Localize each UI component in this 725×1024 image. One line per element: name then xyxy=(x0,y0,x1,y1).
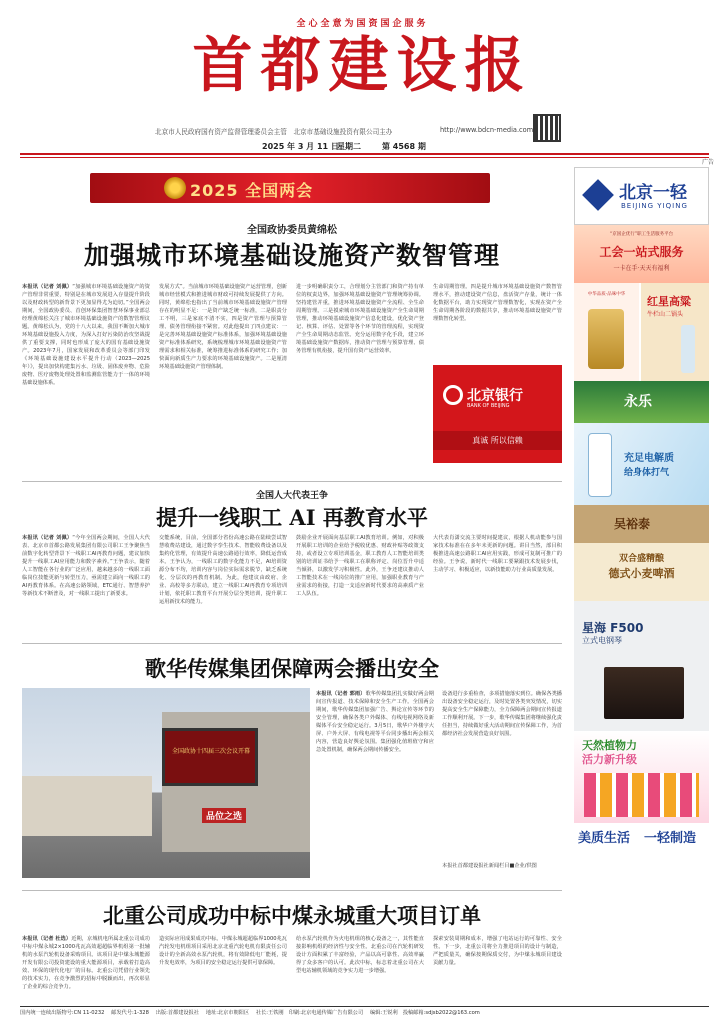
article3-divider xyxy=(22,890,562,891)
erguotou-sub: 牛栏山二锅头 xyxy=(647,311,684,318)
qr-code xyxy=(533,114,561,142)
article1-col2: 发展方式”。当前城市环境基础设施资产运营管理，创新城市经营模式和推进城市财政可持续发展提供了方向。同时，黄绵松也指出了当前城市环境基础设施资产管理存在的明显不足：一是资产缺乏统一标准，二是职责分工不明，三是家底不清不实，四是资产管理与预算管理、债务管理衔接不紧密。对此他提出了四点建议：一是完善环境基础设施资产标准体系，加强环境基础设施资产标准体系研究，系统梳理城市环境基础设施资产管理需求和相关标准，统筹推进标准体系的研究工作；加快面向新质生产力要求的环境基础设施资产。二是厘清环境基础设施资产管理体制。 xyxy=(159,284,287,370)
article1-divider xyxy=(22,481,562,482)
article3-col1 xyxy=(316,690,434,880)
ad-column xyxy=(574,167,709,997)
drink-bottles xyxy=(584,773,699,817)
article2-kicker: 全国人大代表王争 xyxy=(255,491,328,501)
ad-erguotou[interactable] xyxy=(641,283,709,381)
noodles-title: 双合盛精酿 xyxy=(618,554,664,564)
article3-byline: 本报讯（记者 郭雨） xyxy=(316,691,366,697)
ad-tag: 广告 xyxy=(702,159,715,166)
shopping-title: “京国企优行”职工生活服务平台 xyxy=(609,232,674,237)
article4-col1 xyxy=(22,935,150,995)
bank-name-en: BANK OF BEIJING xyxy=(467,403,510,409)
ad-yongle[interactable] xyxy=(574,381,709,423)
article1-col1-text: “加强城市环境基础设施资产的资产管理非常重要，特别是在城市发展进入存量提升阶段以及财政转型的新背景下更加显得尤为迫切。”全国两会期间，全国政协委员、首创环保集团智慧环保事业部总经理黄绵松关注了城市环境基础设施资产的数智管理议题。黄绵松认为，党的十八大以来，我国不断加大城市环境基础设施投入力度，为深入打好污染防治攻坚战提供了重要支撑，同时也形成了庞大的国有基础设施资产。2023年7月，国家发展和改革委员会等部门印发《环境基础设施建设水平提升行动（2023—2025年）》，提出加快构建集污水、垃圾、固体废弃物、危险废物、医疗废物处理处置和监测监管能力于一体的环境基础设施体系。 xyxy=(22,284,150,386)
masthead-title: 首都建设报 xyxy=(192,31,533,101)
ad-piano[interactable] xyxy=(574,601,709,731)
article2-col4: 大代表肖潇交流主要时间提建议，根据人机动能参与国家技术标准在在多年未更新的问题。讲目当然，部目积极推进高速公路职工AI应用实践，形成可复制可推广的经验。王争说，新时代一线职工要紧跟技术发展步伐，主动学习、积极适应，以新技能助力行业高质量发展。 xyxy=(433,535,562,573)
masthead xyxy=(0,0,725,175)
footer-post: 邮发代号:1-328 xyxy=(111,1010,149,1016)
article4-col1-text: 近期，京城机电所属北重公司成功中标中煤永城2×1000兆瓦高效超超临界机组第一批辅机的水泵汽轮机设备采购项目。该项目是中煤永城能源开发有限公司投资建设的重大能源项目，承载着打造高效、环保的现代化电厂的目标。北重公司凭借行业领先的技术实力，在竞争激烈的招标中脱颖而出，再次彰显了企业的综合竞争力。 xyxy=(22,936,150,990)
masthead-weekday: 星期二 xyxy=(337,142,361,151)
article4-col3: 给水泵汽轮机作为火电机组的核心设备之一，其性能直接影响机组的经济性与安全性。北重公司在汽轮机研发设计方面积累了丰富经验，产品以高可靠性、高效率赢得了众多客户的认可。此次中标，标志着北重公司在大型电站辅机领域的竞争实力进一步增强。 xyxy=(296,936,424,974)
piano-type: 立式电钢琴 xyxy=(582,636,622,645)
bank-ad[interactable] xyxy=(433,365,562,463)
piano-model: 星海 F500 xyxy=(582,621,644,635)
masthead-issue: 第 4568 期 xyxy=(382,142,426,151)
yiqing-name-en: BEIJING YIQING xyxy=(621,202,688,210)
footer xyxy=(20,1009,709,1021)
ad-beijing-yiqing[interactable] xyxy=(574,167,709,225)
photo-sign: 品位之选 xyxy=(202,808,246,823)
article1-col3: 进一步明确职责分工，合理划分主管部门和资产持有单位的权责边界，加强环境基础设施资产管理统筹协调。坚持建管并重，推进环境基础设施资产全流程、全生命周期管理。三是摸索城市环境基础设施资产全生命周期管理，推动环境基础设施资产信息化建设，优化资产登记、核算、评估、处置等各个环节的管理流程，实现资产全生命周期动态监管。充分运用数字化手段，建立环境基础设施资产数据库，推动资产管理与预算管理、债务管理有机衔接，提升国有资产运营效率。 xyxy=(296,284,424,354)
photo-screen-text: 全国政协十四届三次会议开幕 xyxy=(171,748,250,755)
erguotou-main: 红星高粱 xyxy=(647,295,691,308)
charge-sub: 给身体打气 xyxy=(624,468,670,478)
article3-footer: 本报社首都建设报社新闻栏目■企业/供图 xyxy=(442,863,537,869)
ad-charge[interactable] xyxy=(574,423,709,505)
footer-cn: 国内统一连续出版物号:CN 11-0232 xyxy=(20,1010,105,1016)
article4-byline: 本报讯（记者 杜选） xyxy=(22,936,72,942)
article1-byline: 本报讯（记者 刘佩） xyxy=(22,284,73,290)
ad-wuyutai[interactable] xyxy=(574,505,709,543)
lianghui-banner xyxy=(90,173,490,203)
wuyutai-text: 吴裕泰 xyxy=(614,517,651,531)
article2-col1-text: “今年全国两会期间，全国人大代表、北京市首都公路发展集团有限公司职工王争聚焦当前数字化转型背景下一线职工AI再教育问题，建议加快提升一线职工AI应用能力和数字素养。”王争表示，随着人工智能在各行业的广泛应用，越来越多的一线职工面临岗位技能更新与转型压力，亟需建立面向一线职工的AI再教育体系。在高速公路领域，ETC通行、智慧养护等新技术不断普及，对一线职工提出了新要求。 xyxy=(22,535,150,597)
article1-col1 xyxy=(22,283,150,475)
bank-name: 北京银行 xyxy=(467,388,523,404)
charge-title: 充足电解质 xyxy=(624,453,674,464)
shopping-main: 工会一站式服务 xyxy=(599,245,684,259)
drink-sub: 活力新升级 xyxy=(582,753,637,766)
erguotou-bottle xyxy=(681,325,695,373)
article4-body xyxy=(22,935,562,995)
bank-slogan: 真诚 所以信赖 xyxy=(433,431,562,450)
yiqing-logo-icon xyxy=(582,179,614,211)
banner-text: 2025 全国两会 xyxy=(190,181,314,200)
article1-kicker: 全国政协委员黄绵松 xyxy=(247,225,337,236)
article3-col1-text: 歌华传媒集团扎实做好两会期间宣传报道、技术保障和安全生产工作。全国两会期间，歌华传媒集团加强广告、舆论宣传等环节的安全管理，确保各类户外媒体、有线电视网络及新媒体平台安全稳定运行。3月5日，歌华户外楼宇大屏、户外大屏、有线电视等平台同步播出两会相关内容，营造良好舆论氛围。集团强化值班值守和应急处置机制，确保两会期间传播安全。 xyxy=(316,691,434,753)
article1-headline: 加强城市环境基础设施资产数智管理 xyxy=(83,241,500,270)
shopping-sub: 一卡在手·天天有福利 xyxy=(613,265,670,272)
footer-address: 地址:北京市朝阳区 xyxy=(205,1010,250,1016)
drink-title: 天然植物力 xyxy=(582,739,637,752)
charge-bottle xyxy=(588,433,612,497)
ad-bottom-slogan xyxy=(574,823,709,851)
article3-headline: 歌华传媒集团保障两会播出安全 xyxy=(145,656,439,681)
bank-logo-icon xyxy=(443,385,463,405)
fuls-product xyxy=(588,309,624,369)
article3-body xyxy=(316,690,562,880)
article3-photo xyxy=(22,688,310,878)
footer-publisher: 出版:首都建设报社 xyxy=(155,1010,199,1016)
article2-col2: 交能系统，目前，全国部分省份高速公路在陆续尝试智慧收费站建设，通过数字孪生技术、智能收费设备以及集约化管理，有效提升高速公路通行效率，降低运营成本。王争认为，一线职工的数字化能力不足，AI培训资源分布不均，培训内容与岗位实际需求脱节，缺乏系统化、分层次的再教育机制。为此，他建议由政府、企业、高校等多方联动，建立一线职工AI再教育专项培训计划，依托职工教育平台开展分层分类培训，提升职工运用新技术的能力。 xyxy=(159,535,287,605)
ad-fuls[interactable] xyxy=(574,283,639,381)
ad-drink[interactable] xyxy=(574,731,709,823)
masthead-slogan: 全心全意为国资国企服务 xyxy=(296,19,429,29)
yongle-text: 永乐 xyxy=(624,394,652,410)
fuls-text: 中华品质·品味中华 xyxy=(587,292,626,297)
masthead-rule xyxy=(20,153,709,155)
article2-divider xyxy=(22,643,562,644)
emblem-icon xyxy=(164,177,186,199)
article2-col3: 鼓励企业开展面向基层职工AI教育培训。例如，对积极开展职工培训的企业给予税收优惠、财政补贴等政策支持，或者设立专项培训基金，职工教育人工智能培训类别的培训证书给予一线职工在职称评定、岗位晋升中适当倾斜，以激发学习积极性。此外，王争还建议推动人工智能技术在一线岗位的推广应用，加强职业教育与产业需求的衔接，打造一支适应新时代要求的高素质产业工人队伍。 xyxy=(296,535,424,597)
piano-image xyxy=(604,667,684,719)
ad-noodles[interactable] xyxy=(574,543,709,601)
article4-col4: 探索安装周期和成本，增强了电站运行的可靠性、安全性。下一步，北重公司将全力推进项目的设计与制造，严把质量关，确保按期保质交付，为中煤永城项目建设贡献力量。 xyxy=(433,936,562,966)
article4-col2: 造实际应用成果成功中标。中煤永城超超临界1000兆瓦汽轮发电机组项目采用北京北重汽轮电机有限责任公司设计的全新高效水泵汽轮机，将有效降低电厂能耗，提升发电效率，为项目的安全稳定运行提供可靠保障。 xyxy=(159,936,287,966)
article2-headline: 提升一线职工 AI 再教育水平 xyxy=(156,505,428,530)
footer-president: 社长:王铁刚 印刷:北京电通传媒广告有限公司 xyxy=(255,1010,364,1016)
yiqing-name: 北京一轻 xyxy=(619,183,687,203)
photo-shop-left xyxy=(22,776,152,836)
bottom-left: 美质生活 xyxy=(578,831,631,846)
article1-col4: 生命周期管理。四是提升城市环境基础设施资产数智管理水平，推动建设资产信息，盘活资产存量，统计一体化数据平台，助力实现资产管理数智化，实现在资产全生命周期各阶段的数据共享，推动环境基础设施资产管理数智化转型。 xyxy=(433,284,562,322)
article2-body xyxy=(22,534,562,638)
masthead-url: http://www.bdcn-media.com xyxy=(440,126,534,134)
footer-editor: 编辑:王锐利 投稿邮箱:sdjsb2022@163.com xyxy=(370,1010,480,1016)
article3-col2: 设备进行多重检查，多项措施落实到位。确保各类播出设备安全稳定运行，及时处置各类突发情况，切实提高安全生产保障能力，全力保障两会期间宣传报道工作顺利开展。下一步，歌华传媒集团将继续强化责任担当，持续做好重大活动期间宣传保障工作，为首都经济社会发展营造良好氛围。 xyxy=(442,691,562,737)
photo-screen-frame xyxy=(162,728,258,786)
bottom-right: 一轻制造 xyxy=(644,831,697,846)
footer-rule xyxy=(20,1006,709,1007)
noodles-sub: 德式小麦啤酒 xyxy=(608,567,675,580)
masthead-date: 2025 年 3 月 11 日 xyxy=(262,142,339,151)
masthead-sponsors: 北京市人民政府国有资产监督管理委员会主管 北京市基础设施投资有限公司主办 xyxy=(155,128,393,136)
article2-col1 xyxy=(22,534,150,638)
article4-headline: 北重公司成功中标中煤永城重大项目订单 xyxy=(103,903,481,928)
article2-byline: 本报讯（记者 刘佩） xyxy=(22,535,73,541)
masthead-rule-thin xyxy=(20,157,709,158)
ad-shopping[interactable] xyxy=(574,225,709,283)
